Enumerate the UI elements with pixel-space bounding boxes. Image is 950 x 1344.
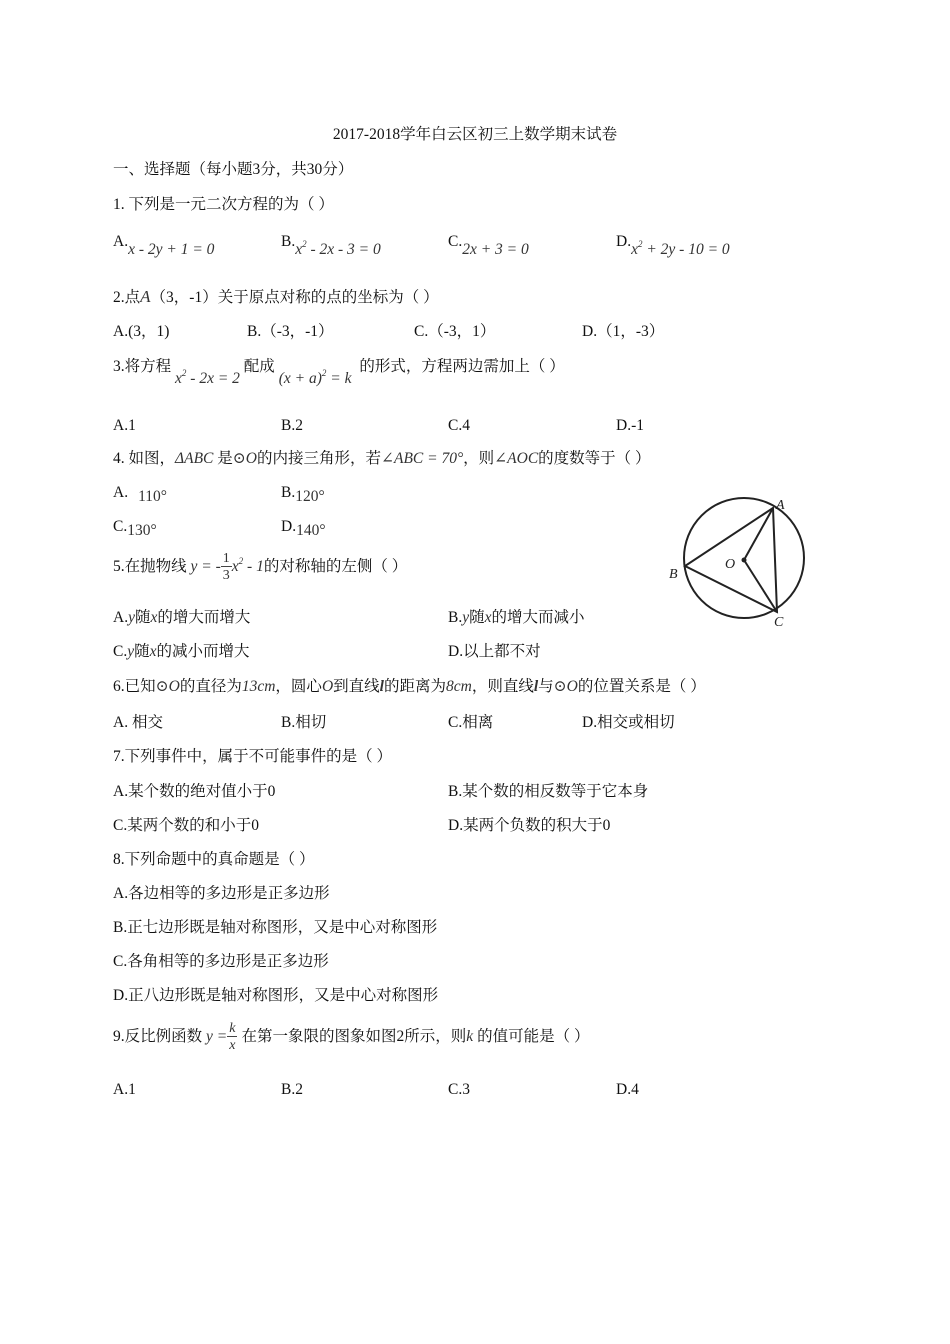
q9-option-b: B.2 xyxy=(281,1081,303,1098)
q2-option-d: D.（1，-3） xyxy=(582,323,665,340)
q6-option-c: C.相离 xyxy=(448,714,494,731)
q8-option-d: D.正八边形既是轴对称图形，又是中心对称图形 xyxy=(113,987,439,1004)
q5-stem: 5.在抛物线 y = - $\frac{1}{3}$ $x^2 - 1$的对称轴的左侧（ ） xyxy=(113,551,408,583)
label-o: O xyxy=(725,557,736,572)
q9-option-d: D.4 xyxy=(616,1081,639,1098)
q4-option-a: A. 110° xyxy=(113,484,167,505)
q7-option-c: C.某两个数的和小于0 xyxy=(113,817,259,834)
q3-stem: 3.将方程 $x^2 - 2x = 2$ 配成 $(x + a)^2 = k$ 的形式，方程两边需加上（ ） xyxy=(113,358,565,387)
q4-option-b: B.120° xyxy=(281,484,325,505)
q6-option-b: B.相切 xyxy=(281,714,327,731)
q6-option-d: D.相交或相切 xyxy=(582,714,675,731)
q8-option-c: C.各角相等的多边形是正多边形 xyxy=(113,953,329,970)
q8-option-b: B.正七边形既是轴对称图形，又是中心对称图形 xyxy=(113,919,438,936)
q3-option-a: A.1 xyxy=(113,417,136,434)
section-heading: 一、选择题（每小题3分，共30分） xyxy=(113,161,354,178)
page-title: 2017-2018学年白云区初三上数学期末试卷 xyxy=(332,126,618,143)
center-point xyxy=(742,558,747,563)
label-b: B xyxy=(669,567,678,582)
q1-option-c: C.2x + 3 = 0 xyxy=(448,233,529,258)
q5-option-c: C.y随x的减小而增大 xyxy=(113,643,250,660)
q9-stem: 9.反比例函数 y = $\frac{k}{x}$ 在第一象限的图象如图2所示，则k 的值可能是（ ） xyxy=(113,1021,590,1053)
q1-stem: 1. 下列是一元二次方程的为（ ） xyxy=(113,196,334,213)
q3-option-c: C.4 xyxy=(448,417,470,434)
circle-triangle-figure xyxy=(666,490,826,630)
segment-oa xyxy=(744,508,773,560)
q5-option-b: B.y随x的增大而减小 xyxy=(448,609,585,626)
q9-option-c: C.3 xyxy=(448,1081,470,1098)
q1-option-b: $B.x^2 - 2x - 3 = 0$ xyxy=(281,233,381,258)
q4-option-c: C.130° xyxy=(113,518,157,539)
q6-stem: 6.已知⊙O的直径为13cm，圆心O到直线l的距离为8cm，则直线l与⊙O的位置关系是（ ） xyxy=(113,678,706,695)
q1-option-a: A.x - 2y + 1 = 0 xyxy=(113,233,215,258)
q6-option-a: A. 相交 xyxy=(113,714,163,731)
q4-stem: 4. 如图，ΔABC 是⊙O的内接三角形，若∠ABC = 70°，则∠AOC的度数等于（ ） xyxy=(113,450,651,467)
q5-option-d: D.以上都不对 xyxy=(448,643,541,660)
q5-option-a: A.y随x的增大而增大 xyxy=(113,609,251,626)
q9-option-a: A.1 xyxy=(113,1081,136,1098)
q2-stem: 2.点A（3，-1）关于原点对称的点的坐标为（ ） xyxy=(113,287,439,306)
q2-option-b: B.（-3，-1） xyxy=(247,323,334,340)
fraction-one-third: $\frac{1}{3}$ xyxy=(222,551,230,583)
q7-stem: 7.下列事件中，属于不可能事件的是（ ） xyxy=(113,748,393,765)
q7-option-a: A.某个数的绝对值小于0 xyxy=(113,783,276,800)
label-a: A xyxy=(776,498,785,513)
fraction-k-over-x: $\frac{k}{x}$ xyxy=(229,1021,236,1053)
q3-option-d: D.-1 xyxy=(616,417,644,434)
q3-option-b: B.2 xyxy=(281,417,303,434)
q2-option-c: C.（-3，1） xyxy=(414,323,496,340)
q7-option-d: D.某两个负数的积大于0 xyxy=(448,817,611,834)
q7-option-b: B.某个数的相反数等于它本身 xyxy=(448,783,649,800)
q8-option-a: A.各边相等的多边形是正多边形 xyxy=(113,885,330,902)
q4-option-d: D.140° xyxy=(281,518,326,539)
q2-option-a: A.(3，1) xyxy=(113,323,170,340)
q8-stem: 8.下列命题中的真命题是（ ） xyxy=(113,851,315,868)
label-c: C xyxy=(774,615,784,630)
q1-option-d: $D.x^2 + 2y - 10 = 0$ xyxy=(616,233,730,258)
